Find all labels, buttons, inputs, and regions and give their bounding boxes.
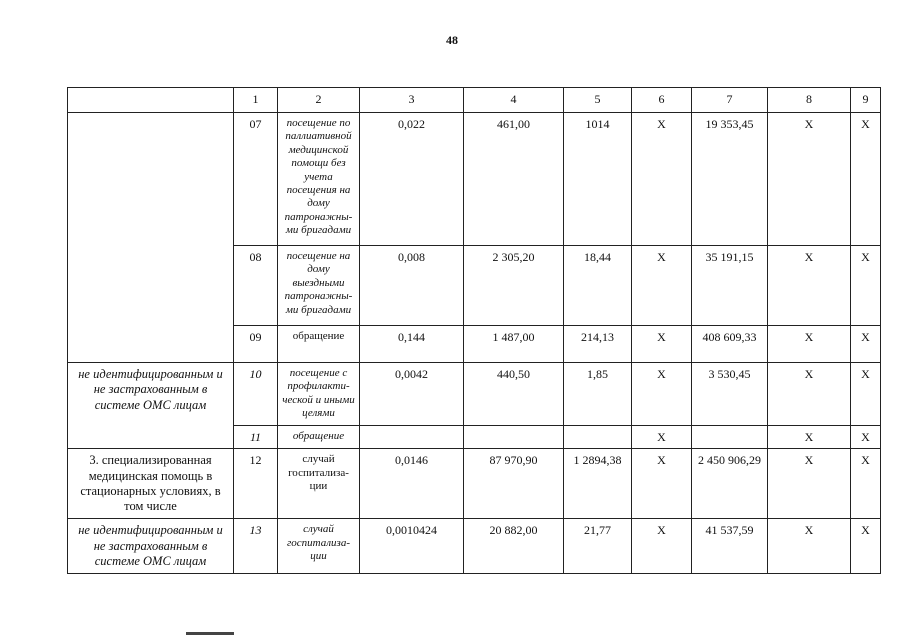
cell-col8: Х bbox=[768, 113, 851, 246]
header-cell: 5 bbox=[564, 88, 632, 113]
cell-volume bbox=[360, 425, 464, 449]
row-code: 13 bbox=[234, 519, 278, 574]
header-cell: 3 bbox=[360, 88, 464, 113]
cell-col9: Х bbox=[851, 246, 881, 326]
cell-volume: 0,008 bbox=[360, 246, 464, 326]
service-type: случай госпитализа-ции bbox=[278, 449, 360, 519]
footer-line bbox=[186, 632, 234, 635]
cell-col6: Х bbox=[632, 246, 692, 326]
cell-volume: 0,0042 bbox=[360, 363, 464, 426]
cell-volume: 0,144 bbox=[360, 326, 464, 363]
cell-cost: 1 487,00 bbox=[464, 326, 564, 363]
cell-col9: Х bbox=[851, 363, 881, 426]
cell-per-capita bbox=[564, 425, 632, 449]
service-type: посещение с профилакти-ческой и иными целями bbox=[278, 363, 360, 426]
row-code: 09 bbox=[234, 326, 278, 363]
row-code: 12 bbox=[234, 449, 278, 519]
row-code: 07 bbox=[234, 113, 278, 246]
cell-total: 2 450 906,29 bbox=[692, 449, 768, 519]
table-row bbox=[68, 519, 881, 574]
header-cell bbox=[68, 88, 234, 113]
table-row bbox=[68, 449, 881, 519]
category-cell: 3. специализированная медицинская помощь в стационарных условиях, в том числе bbox=[68, 449, 234, 519]
cell-total: 19 353,45 bbox=[692, 113, 768, 246]
cell-col8: Х bbox=[768, 449, 851, 519]
tariff-table bbox=[67, 87, 881, 574]
cell-col8: Х bbox=[768, 363, 851, 426]
cell-col9: Х bbox=[851, 449, 881, 519]
cell-volume: 0,0146 bbox=[360, 449, 464, 519]
cell-cost: 87 970,90 bbox=[464, 449, 564, 519]
cell-cost: 440,50 bbox=[464, 363, 564, 426]
cell-cost: 2 305,20 bbox=[464, 246, 564, 326]
category-cell-empty bbox=[68, 113, 234, 363]
cell-col9: Х bbox=[851, 113, 881, 246]
cell-cost: 461,00 bbox=[464, 113, 564, 246]
header-cell: 6 bbox=[632, 88, 692, 113]
cell-total: 3 530,45 bbox=[692, 363, 768, 426]
cell-per-capita: 21,77 bbox=[564, 519, 632, 574]
cell-total: 408 609,33 bbox=[692, 326, 768, 363]
cell-per-capita: 1,85 bbox=[564, 363, 632, 426]
cell-col6: Х bbox=[632, 425, 692, 449]
cell-col6: Х bbox=[632, 326, 692, 363]
cell-per-capita: 214,13 bbox=[564, 326, 632, 363]
row-code: 10 bbox=[234, 363, 278, 426]
cell-total bbox=[692, 425, 768, 449]
header-cell: 4 bbox=[464, 88, 564, 113]
cell-col8: Х bbox=[768, 246, 851, 326]
cell-cost bbox=[464, 425, 564, 449]
category-cell: не идентифицированным и не застрахованным в системе ОМС лицам bbox=[68, 363, 234, 449]
cell-per-capita: 1014 bbox=[564, 113, 632, 246]
header-cell: 8 bbox=[768, 88, 851, 113]
cell-col8: Х bbox=[768, 326, 851, 363]
cell-cost: 20 882,00 bbox=[464, 519, 564, 574]
header-cell: 1 bbox=[234, 88, 278, 113]
row-code: 08 bbox=[234, 246, 278, 326]
header-cell: 7 bbox=[692, 88, 768, 113]
service-type: посещение на дому выездными патронажны-ми бригадами bbox=[278, 246, 360, 326]
row-code: 11 bbox=[234, 425, 278, 449]
service-type: обращение bbox=[278, 425, 360, 449]
cell-col6: Х bbox=[632, 113, 692, 246]
cell-total: 41 537,59 bbox=[692, 519, 768, 574]
service-type: обращение bbox=[278, 326, 360, 363]
table-row bbox=[68, 363, 881, 426]
cell-col8: Х bbox=[768, 425, 851, 449]
cell-col6: Х bbox=[632, 449, 692, 519]
cell-volume: 0,022 bbox=[360, 113, 464, 246]
category-cell: не идентифицированным и не застрахованным в системе ОМС лицам bbox=[68, 519, 234, 574]
cell-col9: Х bbox=[851, 425, 881, 449]
cell-col8: Х bbox=[768, 519, 851, 574]
cell-col9: Х bbox=[851, 519, 881, 574]
cell-per-capita: 18,44 bbox=[564, 246, 632, 326]
cell-volume: 0,0010424 bbox=[360, 519, 464, 574]
cell-total: 35 191,15 bbox=[692, 246, 768, 326]
header-row bbox=[68, 88, 881, 113]
service-type: случай госпитализа-ции bbox=[278, 519, 360, 574]
cell-col6: Х bbox=[632, 363, 692, 426]
table-row bbox=[68, 113, 881, 246]
header-cell: 2 bbox=[278, 88, 360, 113]
cell-per-capita: 1 2894,38 bbox=[564, 449, 632, 519]
page-number: 48 bbox=[446, 33, 458, 47]
cell-col9: Х bbox=[851, 326, 881, 363]
cell-col6: Х bbox=[632, 519, 692, 574]
header-cell: 9 bbox=[851, 88, 881, 113]
service-type: посещение по паллиативной медицинской помощи без учета посещения на дому патронажны-ми бригадами bbox=[278, 113, 360, 246]
